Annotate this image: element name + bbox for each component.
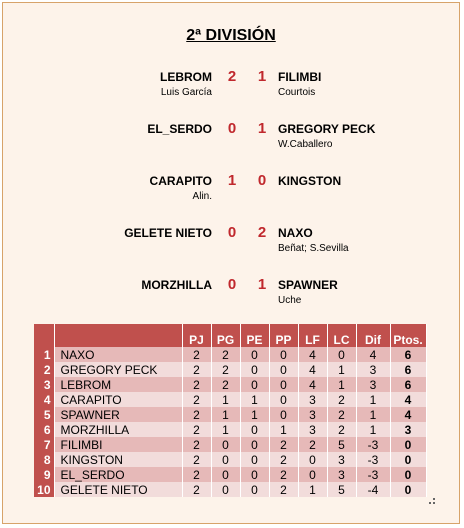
cell-team: EL_SERDO: [54, 467, 182, 482]
cell-dif: -3: [356, 452, 390, 467]
cell-dif: 4: [356, 347, 390, 362]
home-score: 1: [227, 172, 237, 189]
table-row: [34, 347, 426, 362]
cell-pg: 0: [211, 452, 240, 467]
cell-dif: 1: [356, 392, 390, 407]
header-pj: PJ: [182, 324, 211, 347]
away-score: 1: [257, 68, 267, 85]
away-team: FILIMBI: [278, 70, 322, 84]
match-4: [3, 226, 459, 266]
table-row: [34, 482, 426, 497]
cell-pg: 0: [211, 467, 240, 482]
match-3: [3, 174, 459, 214]
home-score: 2: [227, 68, 237, 85]
cell-team: GELETE NIETO: [54, 482, 182, 497]
away-scorers: W.Caballero: [278, 139, 333, 150]
cell-dif: 1: [356, 407, 390, 422]
cell-lc: 1: [327, 362, 356, 377]
cell-lf: 4: [298, 377, 327, 392]
cell-pp: 0: [269, 377, 298, 392]
header-pos: [34, 324, 54, 347]
cell-pos: 10: [34, 482, 54, 497]
cell-pg: 1: [211, 392, 240, 407]
cell-pe: 0: [240, 482, 269, 497]
cell-dif: 3: [356, 377, 390, 392]
cell-pj: 2: [182, 482, 211, 497]
home-score: 0: [227, 224, 237, 241]
cell-pos: 7: [34, 437, 54, 452]
cell-lf: 4: [298, 362, 327, 377]
header-lc: LC: [327, 324, 356, 347]
cell-pg: 2: [211, 377, 240, 392]
cell-pj: 2: [182, 407, 211, 422]
cell-pe: 0: [240, 452, 269, 467]
cell-dif: -3: [356, 467, 390, 482]
away-team: KINGSTON: [278, 174, 342, 188]
away-score: 1: [257, 276, 267, 293]
cell-dif: 3: [356, 362, 390, 377]
cell-pos: 8: [34, 452, 54, 467]
cell-dif: -4: [356, 482, 390, 497]
cell-lf: 2: [298, 437, 327, 452]
cell-lf: 0: [298, 452, 327, 467]
cell-pos: 1: [34, 347, 54, 362]
cell-pg: 2: [211, 362, 240, 377]
cell-lc: 2: [327, 422, 356, 437]
away-team: NAXO: [278, 226, 313, 240]
away-score: 0: [257, 172, 267, 189]
cell-team: KINGSTON: [54, 452, 182, 467]
standings-table: [34, 324, 427, 497]
cell-lc: 2: [327, 407, 356, 422]
header-pg: PG: [211, 324, 240, 347]
cell-lf: 1: [298, 482, 327, 497]
cell-pj: 2: [182, 452, 211, 467]
division-title: 2ª DIVISIÓN: [186, 27, 276, 44]
cell-lc: 1: [327, 377, 356, 392]
cell-pp: 0: [269, 362, 298, 377]
match-1: [3, 70, 459, 110]
cell-pp: 1: [269, 422, 298, 437]
home-team: MORZHILLA: [141, 278, 212, 292]
cell-ptos: 0: [390, 452, 426, 467]
results-panel: [2, 2, 460, 524]
cell-pj: 2: [182, 377, 211, 392]
cell-ptos: 4: [390, 407, 426, 422]
home-scorers: Alin.: [192, 191, 212, 202]
cell-pp: 2: [269, 437, 298, 452]
table-row: [34, 392, 426, 407]
table-row: [34, 437, 426, 452]
cell-lc: 0: [327, 347, 356, 362]
table-row: [34, 362, 426, 377]
cell-team: GREGORY PECK: [54, 362, 182, 377]
cell-lc: 3: [327, 452, 356, 467]
header-team: [54, 324, 182, 347]
cell-pg: 1: [211, 407, 240, 422]
away-score: 2: [257, 224, 267, 241]
header-ptos: Ptos.: [390, 324, 426, 347]
cell-lc: 5: [327, 482, 356, 497]
cell-lc: 2: [327, 392, 356, 407]
table-row: [34, 467, 426, 482]
cell-pj: 2: [182, 437, 211, 452]
cell-pos: 5: [34, 407, 54, 422]
cell-lf: 3: [298, 392, 327, 407]
cell-lf: 4: [298, 347, 327, 362]
cell-pj: 2: [182, 362, 211, 377]
header-lf: LF: [298, 324, 327, 347]
cell-lf: 0: [298, 467, 327, 482]
cell-pp: 0: [269, 407, 298, 422]
cell-pos: 4: [34, 392, 54, 407]
cell-lf: 3: [298, 422, 327, 437]
resize-grip-icon[interactable]: [429, 498, 435, 504]
match-2: [3, 122, 459, 162]
cell-pj: 2: [182, 347, 211, 362]
home-score: 0: [227, 120, 237, 137]
table-row: [34, 452, 426, 467]
cell-pe: 0: [240, 347, 269, 362]
cell-pe: 0: [240, 422, 269, 437]
home-scorers: Luis García: [160, 87, 212, 98]
cell-team: MORZHILLA: [54, 422, 182, 437]
cell-dif: -3: [356, 437, 390, 452]
away-team: GREGORY PECK: [278, 122, 376, 136]
cell-pos: 2: [34, 362, 54, 377]
away-scorers: Courtois: [278, 87, 316, 98]
cell-pe: 0: [240, 467, 269, 482]
table-row: [34, 407, 426, 422]
cell-pg: 0: [211, 482, 240, 497]
cell-lc: 3: [327, 467, 356, 482]
cell-pe: 1: [240, 407, 269, 422]
away-scorers: Uche: [278, 295, 302, 306]
home-score: 0: [227, 276, 237, 293]
cell-ptos: 6: [390, 362, 426, 377]
cell-team: SPAWNER: [54, 407, 182, 422]
cell-pg: 1: [211, 422, 240, 437]
table-row: [34, 377, 426, 392]
cell-pe: 0: [240, 437, 269, 452]
cell-pos: 3: [34, 377, 54, 392]
cell-ptos: 0: [390, 437, 426, 452]
cell-team: FILIMBI: [54, 437, 182, 452]
cell-pg: 2: [211, 347, 240, 362]
cell-ptos: 0: [390, 482, 426, 497]
cell-team: CARAPITO: [54, 392, 182, 407]
away-scorers: Beñat; S.Sevilla: [278, 243, 349, 254]
home-team: LEBROM: [160, 70, 212, 84]
table-header-row: [34, 324, 426, 347]
cell-pg: 0: [211, 437, 240, 452]
cell-ptos: 3: [390, 422, 426, 437]
cell-pp: 0: [269, 347, 298, 362]
cell-lc: 5: [327, 437, 356, 452]
table-row: [34, 422, 426, 437]
home-team: EL_SERDO: [147, 122, 212, 136]
cell-ptos: 6: [390, 377, 426, 392]
match-5: [3, 278, 459, 318]
cell-pos: 6: [34, 422, 54, 437]
cell-pos: 9: [34, 467, 54, 482]
header-dif: Dif: [356, 324, 390, 347]
home-team: GELETE NIETO: [124, 226, 212, 240]
cell-pe: 0: [240, 377, 269, 392]
cell-pp: 2: [269, 452, 298, 467]
cell-pp: 2: [269, 482, 298, 497]
header-pe: PE: [240, 324, 269, 347]
cell-pj: 2: [182, 392, 211, 407]
cell-pe: 1: [240, 392, 269, 407]
cell-pj: 2: [182, 422, 211, 437]
cell-team: LEBROM: [54, 377, 182, 392]
cell-pe: 0: [240, 362, 269, 377]
cell-ptos: 4: [390, 392, 426, 407]
cell-ptos: 0: [390, 467, 426, 482]
away-team: SPAWNER: [278, 278, 338, 292]
cell-ptos: 6: [390, 347, 426, 362]
cell-pp: 0: [269, 392, 298, 407]
away-score: 1: [257, 120, 267, 137]
cell-pj: 2: [182, 467, 211, 482]
header-pp: PP: [269, 324, 298, 347]
cell-team: NAXO: [54, 347, 182, 362]
home-team: CARAPITO: [149, 174, 212, 188]
cell-lf: 3: [298, 407, 327, 422]
cell-pp: 2: [269, 467, 298, 482]
cell-dif: 1: [356, 422, 390, 437]
